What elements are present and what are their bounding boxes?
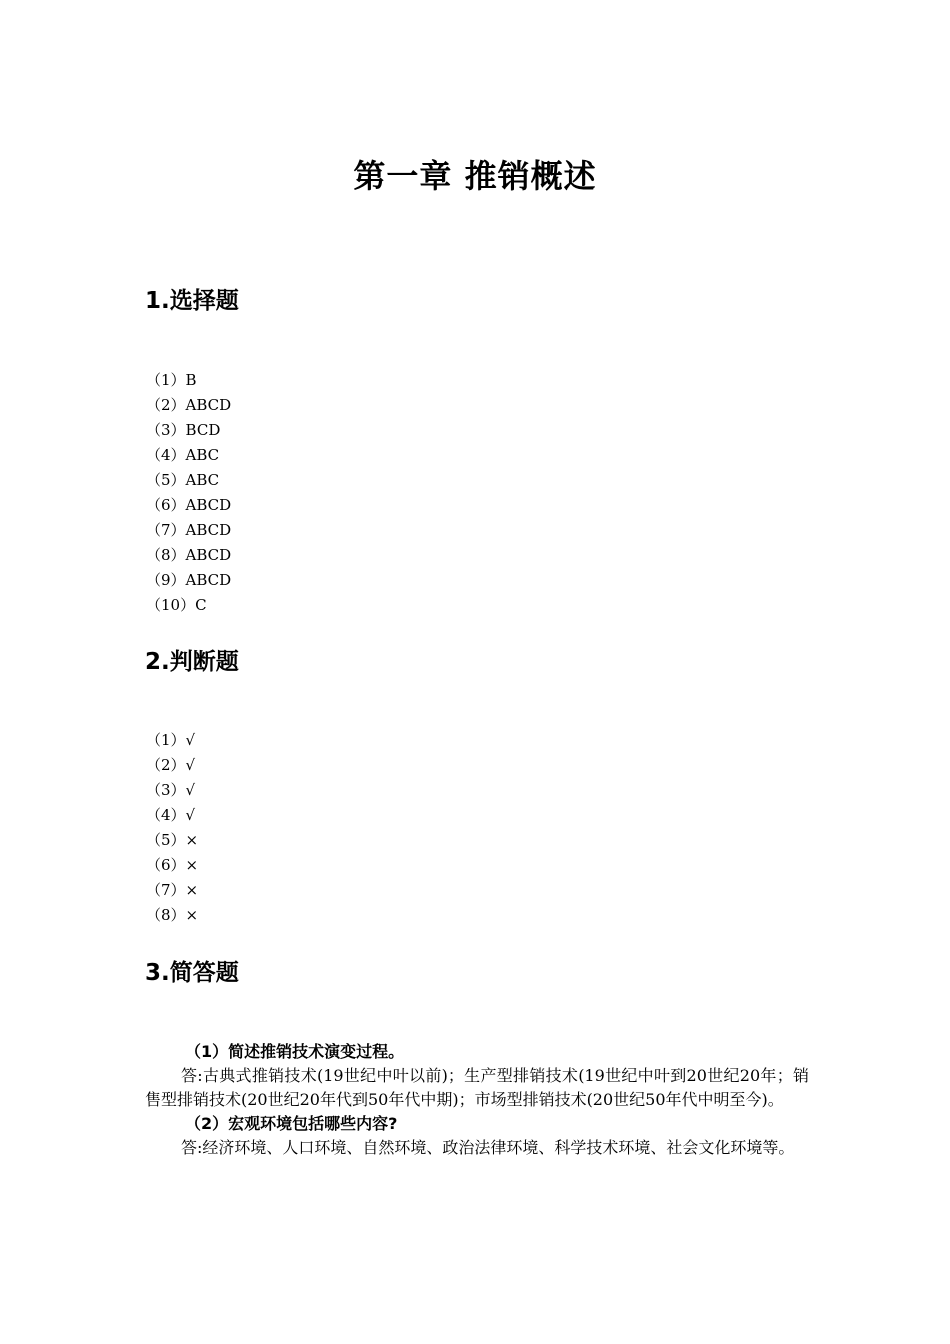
list-item: （4）√ (146, 806, 196, 824)
list-item: （5）× (146, 831, 199, 849)
list-item: （4）ABC (146, 446, 220, 464)
section-heading-short-answer: 3.简答题 (145, 960, 239, 986)
section-heading-choice: 1.选择题 (145, 288, 239, 314)
list-item: （1）B (146, 371, 197, 389)
list-item: （2）√ (146, 756, 196, 774)
list-item: （3）√ (146, 781, 196, 799)
list-item: （1）√ (146, 731, 196, 749)
page-title: 第一章 推销概述 (353, 157, 597, 195)
answer-1: 答:古典式推销技术(19世纪中叶以前)；生产型排销技术(19世纪中叶到20世纪20年；销售型排销技术(20世纪20年代到50年代中期)；市场型排销技术(20世纪50年代中明至今)。 (145, 1066, 809, 1109)
choice-answer-list (146, 368, 231, 618)
list-item: （9）ABCD (146, 571, 232, 589)
question-2: （2）宏观环境包括哪些内容? (185, 1114, 398, 1133)
section-heading-judgement: 2.判断题 (145, 649, 239, 675)
short-answer-block (145, 1040, 809, 1160)
list-item: （8）× (146, 906, 199, 924)
list-item: （8）ABCD (146, 546, 232, 564)
question-1: （1）简述推销技术演变过程。 (185, 1042, 405, 1061)
list-item: （3）BCD (146, 421, 221, 439)
answer-2: 答:经济环境、人口环境、自然环境、政治法律环境、科学技术环境、社会文化环境等。 (181, 1138, 795, 1157)
list-item: （5）ABC (146, 471, 220, 489)
list-item: （10）C (146, 596, 207, 614)
list-item: （6）× (146, 856, 199, 874)
list-item: （7）ABCD (146, 521, 232, 539)
list-item: （2）ABCD (146, 396, 232, 414)
list-item: （6）ABCD (146, 496, 232, 514)
judgement-answer-list (146, 728, 198, 928)
list-item: （7）× (146, 881, 199, 899)
